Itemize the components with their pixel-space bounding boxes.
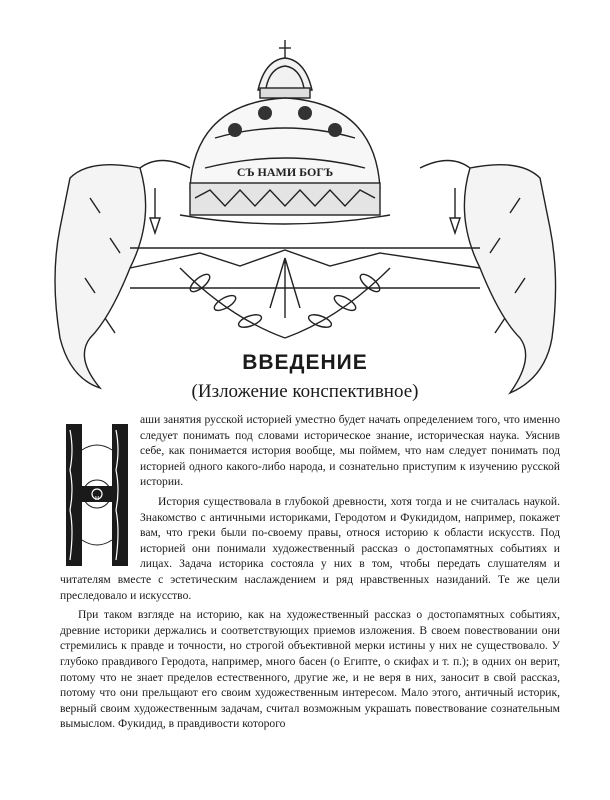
page-subtitle: (Изложение конспективное) [191, 381, 419, 402]
laurel-branches [180, 258, 390, 338]
vignette-motto: СЪ НАМИ БОГЪ [236, 165, 334, 179]
title-block [140, 350, 470, 404]
paragraph-1: аши занятия русской историей уместно будет начать определением того, что именно следует понимать под словами историческое знание, историческая наука. Уяснив себе, как понимается история вообще, мы поймем, что нам следует понимать под историей одного какого-либо народа, и сознательно приступим к изучению русской истории. [140, 413, 560, 489]
drop-cap-spacer [60, 412, 140, 566]
drop-cap-letter: Н [94, 496, 100, 502]
header-vignette [30, 18, 580, 398]
paragraph-3: При таком взгляде на историю, как на художественный рассказ о достопамятных событиях, древние историки держались и соответствующих приемов изложения. В своем повествовании они стремились к правде и точности, но строгой объективной мерки истины у них не существовало. У глубоко правдивого Геродота, например, много басен (о Египте, о скифах и т. п.); в одних он верит, потому что не знает пределов естественного, другие же, и не веря в них, заносит в свой рассказ, потому что они прельщают его своим художественным интересом. Мало этого, античный историк, верный своим художественным задачам, считал возможным украшать повествование сознательным вымыслом. Фукидид, в правдивости которого [60, 608, 560, 731]
page-title: ВВЕДЕНИЕ [242, 351, 368, 374]
right-drapery [464, 165, 555, 393]
body-text [60, 412, 560, 732]
paragraph-2: История существовала в глубокой древности, хотя тогда и не считалась наукой. Знакомство с античными историками, Геродотом и Фукидидом, например, покажет вам, что греки были по-своему правы, относя историю к области искусств. Под историей они понимали художественный рассказ о достопамятных событиях и лицах. Задача историка состояла у них в том, чтобы передать слушателям и читателям вместе с эстетическим наслаждением и ряд нравственных назиданий. Те же цели преследовало и искусство. [60, 494, 560, 602]
left-drapery [55, 165, 146, 388]
crown-icon [258, 40, 312, 98]
